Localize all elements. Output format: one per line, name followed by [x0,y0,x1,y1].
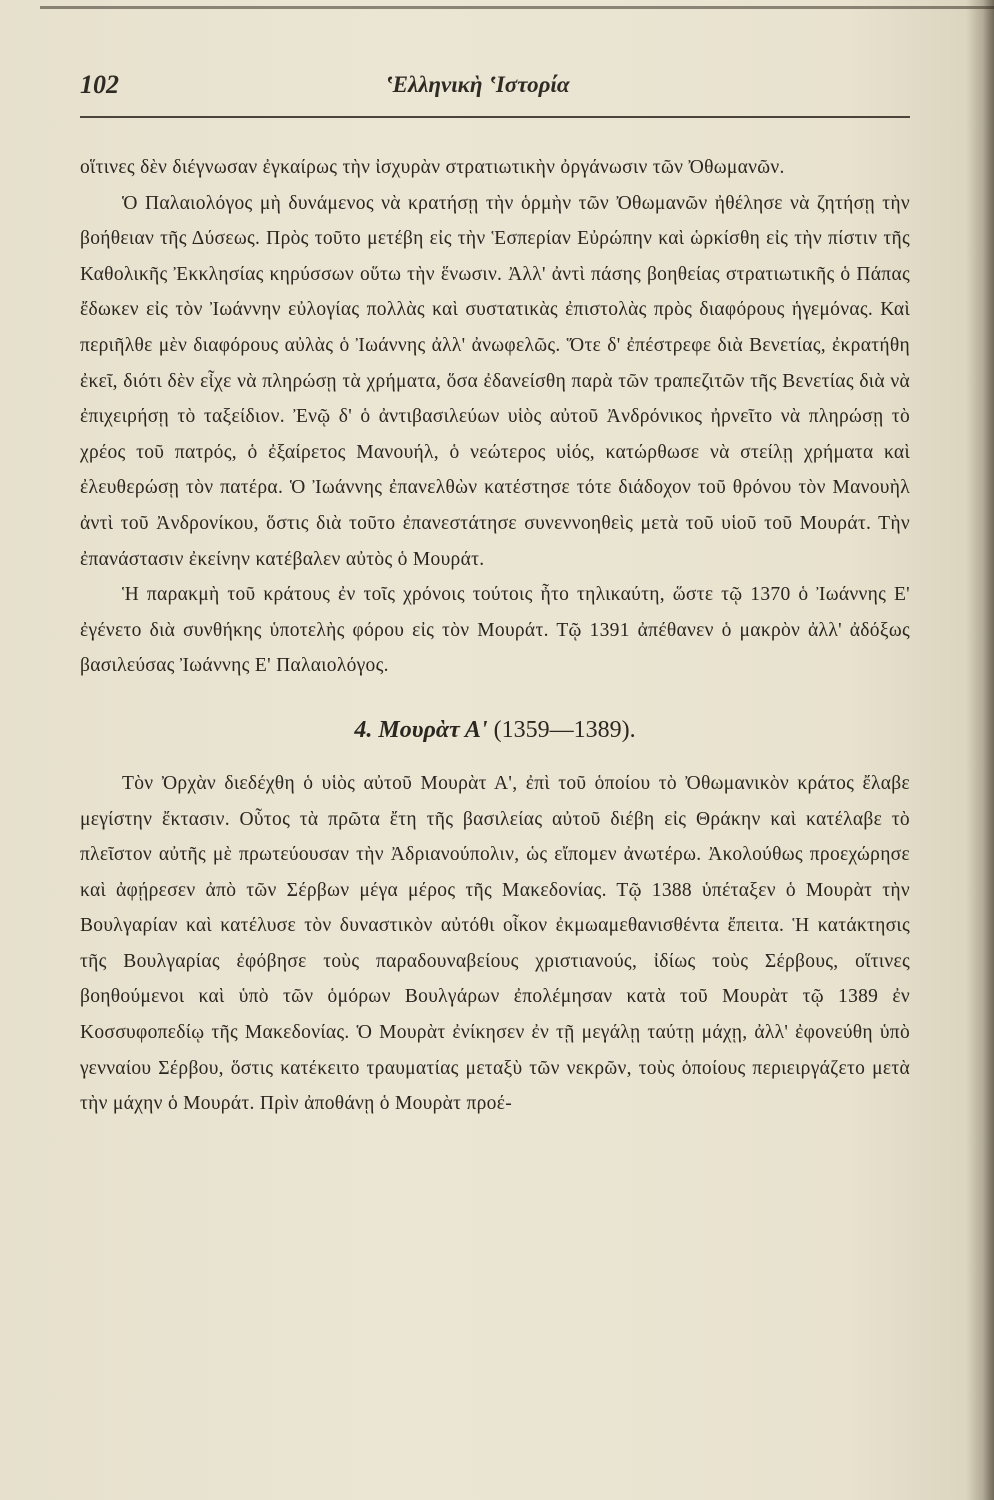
page-header [80,70,940,110]
header-rule [80,116,910,118]
top-edge-line [40,6,994,9]
page-number: 102 [80,70,119,99]
paragraph-2: Ὁ Παλαιολόγος μὴ δυνάμενος νὰ κρατήσῃ τὴν ὁρμὴν τῶν Ὀθωμανῶν ἠθέλησε νὰ ζητήσῃ τὴν βοήθειαν τῆς Δύσεως. Πρὸς τοῦτο μετέβη εἰς τὴν Ἑσπερίαν Εὐρώπην καὶ ὡρκίσθη εἰς τὴν πίστιν τῆς Καθολικῆς Ἐκκλησίας κηρύσσων οὕτω τὴν ἕνωσιν. Ἀλλ' ἀντὶ πάσης βοηθείας στρατιωτικῆς ὁ Πάπας ἔδωκεν εἰς τὸν Ἰωάννην εὐλογίας πολλὰς καὶ συστατικὰς ἐπιστολὰς πρὸς διαφόρους ἡγεμόνας. Καὶ περιῆλθε μὲν διαφόρους αὐλὰς ὁ Ἰωάννης ἀλλ' ἀνωφελῶς. Ὅτε δ' ἐπέστρεφε διὰ Βενετίας, ἐκρατήθη ἐκεῖ, διότι δὲν εἶχε νὰ πληρώσῃ τὰ χρήματα, ὅσα ἐδανείσθη παρὰ τῶν τραπεζιτῶν τῆς Βενετίας διὰ νὰ ἐπιχειρήσῃ τὸ ταξείδιον. Ἐνῷ δ' ὁ ἀντιβασιλεύων υἱὸς αὐτοῦ Ἀνδρόνικος ἠρνεῖτο νὰ πληρώσῃ τὸ χρέος τοῦ πατρός, ὁ ἐξαίρετος Μανουήλ, ὁ νεώτερος υἱός, κατώρθωσε νὰ στείλῃ χρήματα καὶ ἐλευθερώσῃ τὸν πατέρα. Ὁ Ἰωάννης ἐπανελθὼν κατέστησε τότε διάδοχον τοῦ θρόνου τὸν Μανουὴλ ἀντὶ τοῦ Ἀνδρονίκου, ὅστις διὰ τοῦτο ἐπανεστάτησε συνεννοηθεὶς μετὰ τοῦ υἱοῦ τοῦ Μουράτ. Τὴν ἐπανάστασιν ἐκείνην κατέβαλεν αὐτὸς ὁ Μουράτ. [80,192,910,570]
body-text [80,150,910,1122]
paragraph-1: οἵτινες δὲν διέγνωσαν ἐγκαίρως τὴν ἰσχυρὰν στρατιωτικὴν ὀργάνωσιν τῶν Ὀθωμανῶν. [80,157,785,178]
paragraph-3: Ἡ παρακμὴ τοῦ κράτους ἐν τοῖς χρόνοις τούτοις ἦτο τηλικαύτη, ὥστε τῷ 1370 ὁ Ἰωάννης Ε' ἐγένετο διὰ συνθήκης ὑποτελὴς φόρου εἰς τὸν Μουράτ. Τῷ 1391 ἀπέθανεν ὁ μακρὸν ἀλλ' ἀδόξως βασιλεύσας Ἰωάννης Ε' Παλαιολόγος. [80,584,910,677]
paragraph-4: Τὸν Ὀρχὰν διεδέχθη ὁ υἱὸς αὐτοῦ Μουρὰτ Α', ἐπὶ τοῦ ὁποίου τὸ Ὀθωμανικὸν κράτος ἔλαβε μεγίστην ἔκτασιν. Οὗτος τὰ πρῶτα ἔτη τῆς βασιλείας αὐτοῦ διέβη εἰς Θράκην καὶ κατέλαβε τὸ πλεῖστον αὐτῆς μὲ πρωτεύουσαν τὴν Ἀδριανούπολιν, ὡς εἴπομεν ἀνωτέρω. Ἀκολούθως προεχώρησε καὶ ἀφῄρεσεν ἀπὸ τῶν Σέρβων μέγα μέρος τῆς Μακεδονίας. Τῷ 1388 ὑπέταξεν ὁ Μουρὰτ τὴν Βουλγαρίαν καὶ κατέλυσε τὸν δυναστικὸν αὐτόθι οἶκον ἐκμωαμεθανισθέντα ἔπειτα. Ἡ κατάκτησις τῆς Βουλγαρίας ἐφόβησε τοὺς παραδουναβείους χριστιανούς, ἰδίως τοὺς Σέρβους, οἵτινες βοηθούμενοι καὶ ὑπὸ τῶν ὁμόρων Βουλγάρων ἐπολέμησαν κατὰ τοῦ Μουρὰτ τῷ 1389 ἐν Κοσσυφοπεδίῳ τῆς Μακεδονίας. Ὁ Μουρὰτ ἐνίκησεν ἐν τῇ μεγάλῃ ταύτῃ μάχῃ, ἀλλ' ἐφονεύθη ὑπὸ γενναίου Σέρβου, ὅστις κατέκειτο τραυματίας μεταξὺ τῶν νεκρῶν, τοὺς ὁποίους περιειργάζετο μετὰ τὴν μάχην ὁ Μουράτ. Πρὶν ἀποθάνῃ ὁ Μουρὰτ προέ- [80,772,910,1115]
binding-shadow [966,0,994,1500]
section-years: (1359—1389). [493,716,636,743]
running-title: ʽΕλληνικὴ ʽΙστορία [385,72,570,97]
section-heading [80,710,910,750]
section-label: 4. Μουρὰτ Α' [354,716,488,743]
